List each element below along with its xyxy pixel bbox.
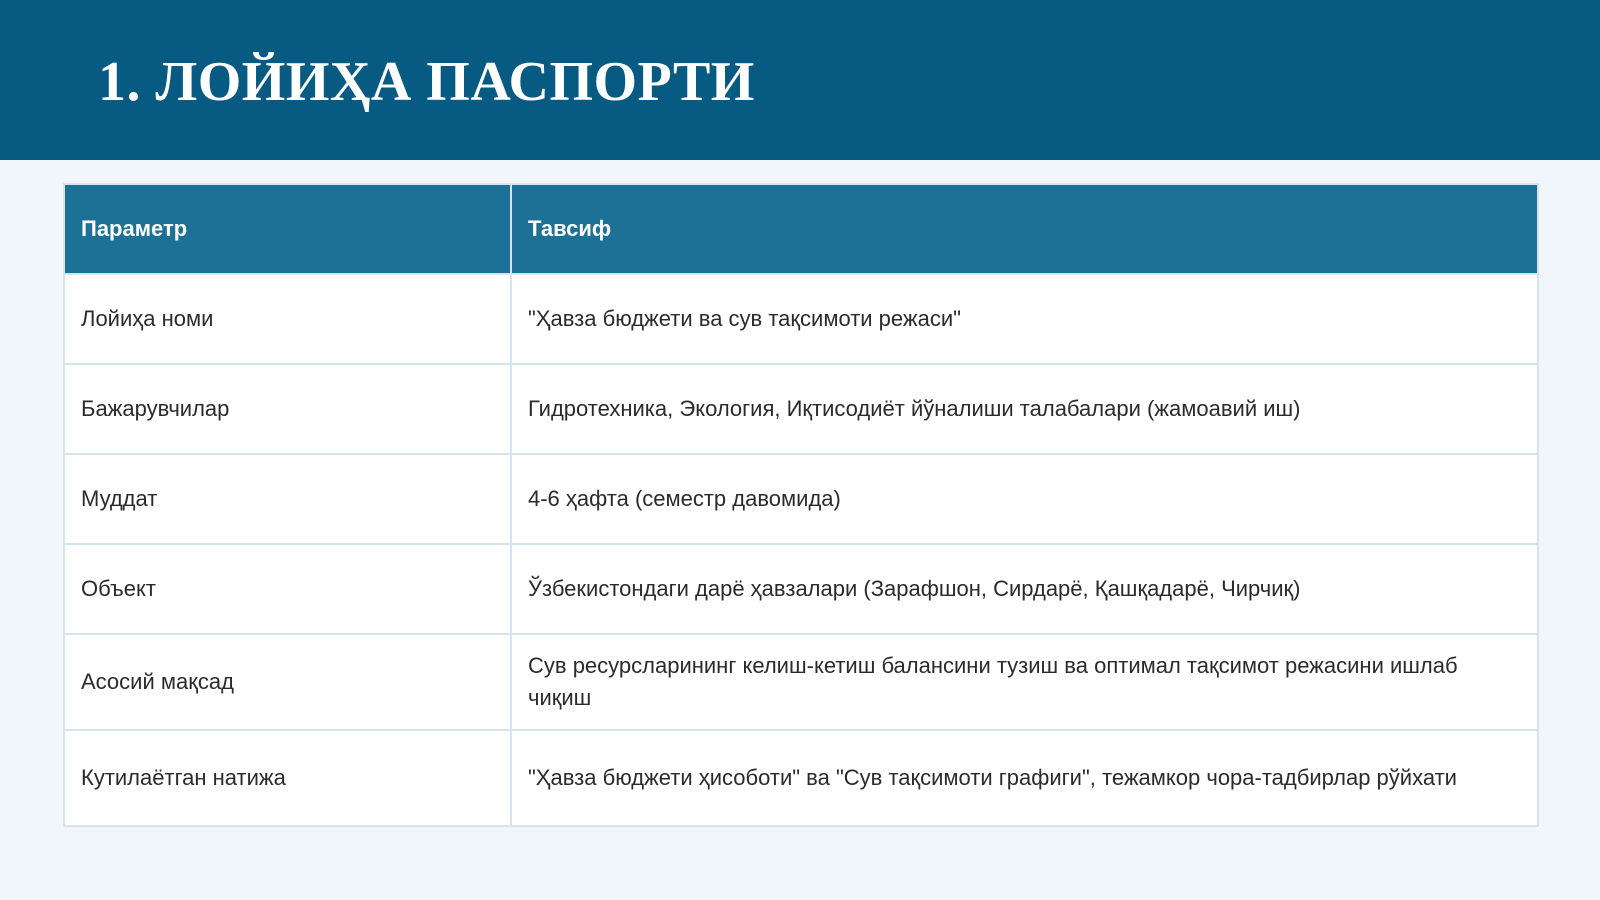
description-cell: "Ҳавза бюджети ва сув тақсимоти режаси": [511, 274, 1538, 364]
parameter-cell: Кутилаётган натижа: [64, 730, 511, 826]
parameter-cell: Бажарувчилар: [64, 364, 511, 454]
project-passport-table: [63, 183, 1539, 827]
description-cell: Гидротехника, Экология, Иқтисодиёт йўналиши талабалари (жамоавий иш): [511, 364, 1538, 454]
description-cell: Ўзбекистондаги дарё ҳавзалари (Зарафшон, Сирдарё, Қашқадарё, Чирчиқ): [511, 544, 1538, 634]
table-row: [64, 634, 1538, 730]
title-banner: [0, 0, 1600, 160]
project-passport-table-container: [63, 183, 1537, 827]
table-row: [64, 454, 1538, 544]
parameter-cell: Лойиҳа номи: [64, 274, 511, 364]
parameter-cell: Муддат: [64, 454, 511, 544]
table-row: [64, 544, 1538, 634]
parameter-cell: Объект: [64, 544, 511, 634]
description-cell: "Ҳавза бюджети ҳисоботи" ва "Сув тақсимоти графиги", тежамкор чора-тадбирлар рўйхати: [511, 730, 1538, 826]
table-header-row: [64, 184, 1538, 274]
parameter-cell: Асосий мақсад: [64, 634, 511, 730]
column-header-parameter: Параметр: [64, 184, 511, 274]
description-cell: Сув ресурсларининг келиш-кетиш балансини тузиш ва оптимал тақсимот режасини ишлаб чиқиш: [511, 634, 1538, 730]
description-cell: 4-6 ҳафта (семестр давомида): [511, 454, 1538, 544]
page-title: 1. ЛОЙИҲА ПАСПОРТИ: [98, 51, 755, 113]
column-header-description: Тавсиф: [511, 184, 1538, 274]
table-row: [64, 730, 1538, 826]
table-row: [64, 274, 1538, 364]
table-row: [64, 364, 1538, 454]
